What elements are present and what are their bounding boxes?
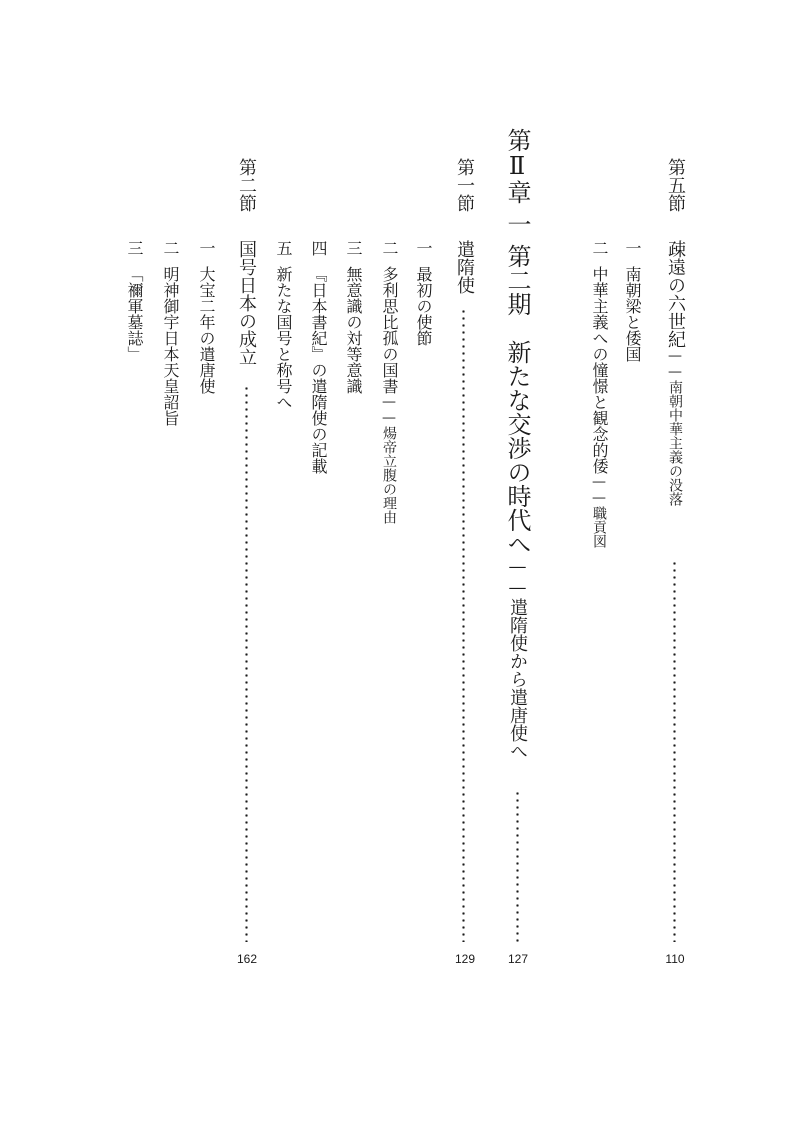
item-number: 二 xyxy=(161,240,180,256)
chapter2-dash: 一 xyxy=(503,212,531,236)
section5-title xyxy=(666,240,684,506)
section1-item-1 xyxy=(415,240,431,346)
section5-leader-dots xyxy=(673,560,676,942)
item-text: 多利思比孤の国書 xyxy=(380,266,399,394)
item-text: 南朝梁と倭国 xyxy=(623,266,642,362)
chapter2-page-number: 127 xyxy=(507,952,529,966)
section2-label: 第二節 xyxy=(236,158,257,212)
item-text: 明神御宇日本天皇詔旨 xyxy=(161,266,180,426)
item-number: 三 xyxy=(125,240,144,256)
section5-title-text: 疎遠の六世紀 xyxy=(665,240,686,348)
section1-leader-dots xyxy=(462,308,465,942)
item-number: 三 xyxy=(344,240,363,256)
section1-label: 第一節 xyxy=(454,158,475,212)
item-text: 「禰軍墓誌」 xyxy=(125,266,144,362)
section1-page-number: 129 xyxy=(454,952,476,966)
item-text: 大宝二年の遣唐使 xyxy=(197,266,216,394)
item-number: 五 xyxy=(274,240,293,256)
section2-leader-dots xyxy=(245,385,248,942)
section5-subtitle: ——南朝中華主義の没落 xyxy=(667,348,683,506)
item-text: 『日本書紀』の遣隋使の記載 xyxy=(309,266,328,474)
item-text: 新たな国号と称号へ xyxy=(274,266,293,410)
section2-page-number: 162 xyxy=(236,952,258,966)
item-text: 中華主義への憧憬と観念的倭 xyxy=(590,266,609,474)
chapter2-heading xyxy=(505,128,529,760)
section5-page-number: 110 xyxy=(665,952,685,966)
section5-item-1 xyxy=(624,240,640,362)
item-number: 一 xyxy=(414,240,433,256)
section1-item-3 xyxy=(345,240,361,394)
chapter2-leader-dots xyxy=(516,790,519,942)
chapter2-label: 第Ⅱ章 xyxy=(503,128,531,204)
item-number: 一 xyxy=(623,240,642,256)
item-number: 二 xyxy=(590,240,609,256)
section2-item-2 xyxy=(162,240,178,426)
section2-title: 国号日本の成立 xyxy=(236,240,257,366)
item-subtitle: ——職貢図 xyxy=(591,474,607,548)
item-text: 無意識の対等意識 xyxy=(344,266,363,394)
item-number: 一 xyxy=(197,240,216,256)
section1-title: 遣隋使 xyxy=(454,240,475,294)
section1-item-2 xyxy=(381,240,397,524)
section1-item-4 xyxy=(310,240,326,474)
item-text: 最初の使節 xyxy=(414,266,433,346)
item-subtitle: ——煬帝立腹の理由 xyxy=(381,394,397,524)
item-number: 四 xyxy=(309,240,328,256)
section5-item-2 xyxy=(591,240,607,548)
section5-label: 第五節 xyxy=(665,158,686,212)
chapter2-subtitle: ——遣隋使から遣唐使へ xyxy=(507,556,528,760)
chapter2-title: 第二期 新たな交渉の時代へ xyxy=(503,244,531,556)
section2-item-3 xyxy=(126,240,142,362)
section2-item-1 xyxy=(198,240,214,394)
item-number: 二 xyxy=(380,240,399,256)
section1-item-5 xyxy=(275,240,291,410)
